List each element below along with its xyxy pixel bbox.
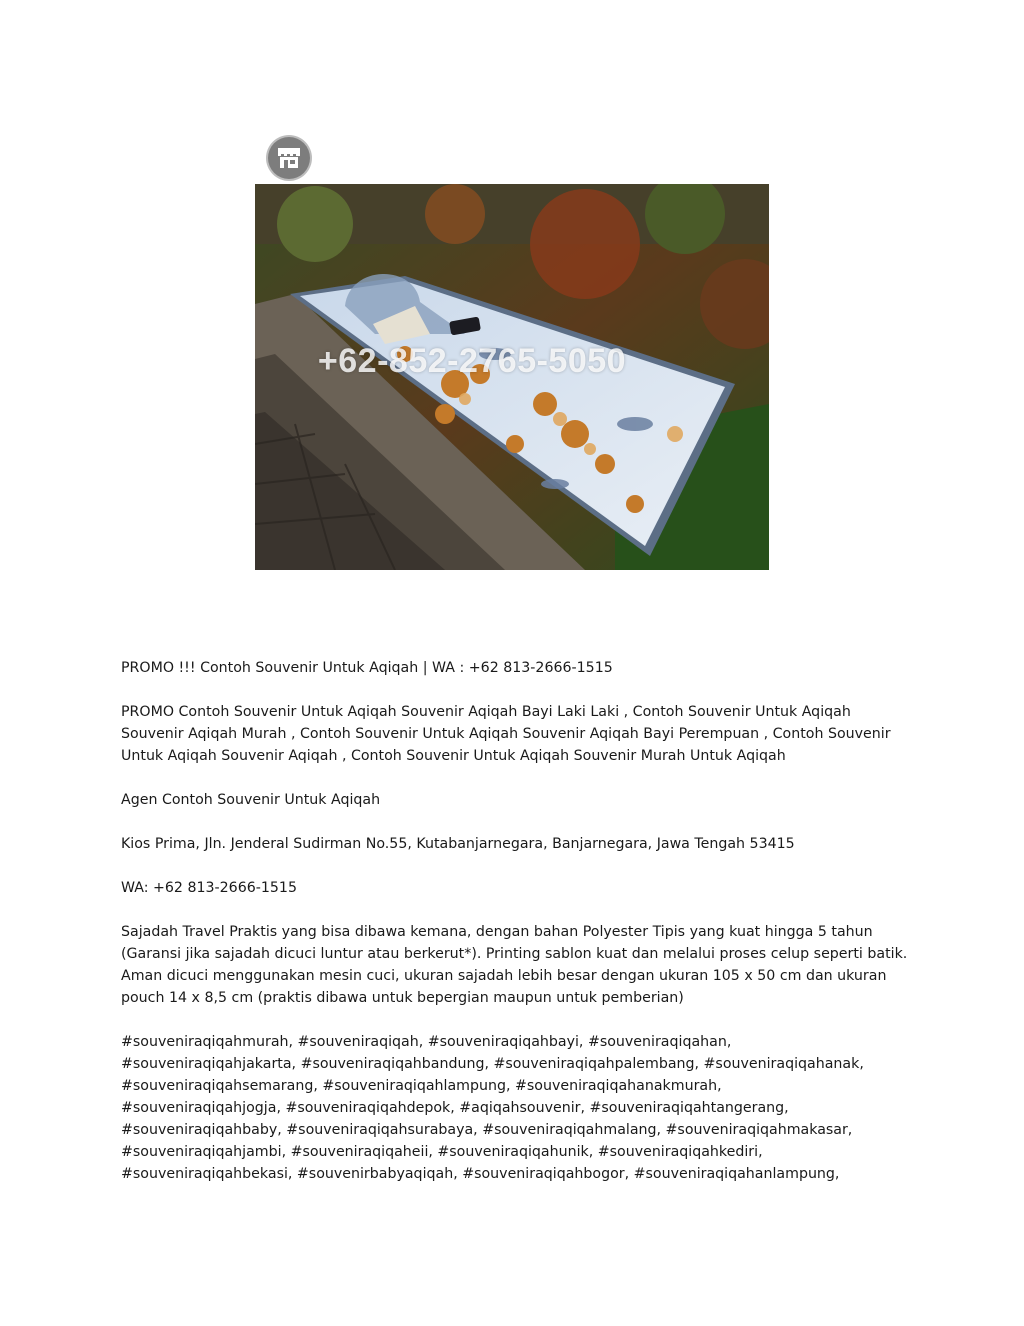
store-icon: [268, 137, 310, 179]
whatsapp-number: WA: +62 813-2666-1515: [121, 880, 297, 896]
promo-intro: PROMO Contoh Souvenir Untuk Aqiqah Souvenir Aqiqah Bayi Laki Laki , Contoh Souvenir Untuk Aqiqah Souvenir Aqiqah Murah , Contoh Souvenir Untuk Aqiqah Souvenir Aqiqah Bayi Perempuan , Contoh Souvenir Untuk Aqiqah Souvenir Aqiqah , Contoh Souvenir Untuk Aqiqah Souvenir Murah Untuk Aqiqah: [121, 704, 891, 764]
hashtag-line: #souveniraqiqahjambi, #souveniraqiqaheii, #souveniraqiqahunik, #souveniraqiqahkediri,: [121, 1144, 763, 1160]
phone-watermark: +62-852-2765-5050: [317, 342, 627, 380]
hashtag-line: #souveniraqiqahsemarang, #souveniraqiqahlampung, #souveniraqiqahanakmurah,: [121, 1078, 722, 1094]
hashtag-line: #souveniraqiqahbaby, #souveniraqiqahsurabaya, #souveniraqiqahmalang, #souveniraqiqahmakasar,: [121, 1122, 853, 1138]
hashtag-line: #souveniraqiqahjakarta, #souveniraqiqahbandung, #souveniraqiqahpalembang, #souveniraqiqahanak,: [121, 1056, 864, 1072]
store-address: Kios Prima, Jln. Jenderal Sudirman No.55, Kutabanjarnegara, Banjarnegara, Jawa Tengah 53415: [121, 836, 795, 852]
hashtag-line: #souveniraqiqahmurah, #souveniraqiqah, #souveniraqiqahbayi, #souveniraqiqahan,: [121, 1034, 732, 1050]
document-body: [121, 657, 911, 1185]
hashtag-list: [121, 1031, 911, 1185]
product-description: Sajadah Travel Praktis yang bisa dibawa kemana, dengan bahan Polyester Tipis yang kuat hingga 5 tahun (Garansi jika sajadah dicuci luntur atau berkerut*). Printing sablon kuat dan melalui proses celup seperti batik. Aman dicuci menggunakan mesin cuci, ukuran sajadah lebih besar dengan ukuran 105 x 50 cm dan ukuran pouch 14 x 8,5 cm (praktis dibawa untuk bepergian maupun untuk pemberian): [121, 924, 908, 1006]
hashtag-line: #souveniraqiqahbekasi, #souvenirbabyaqiqah, #souveniraqiqahbogor, #souveniraqiqahanlampung,: [121, 1166, 840, 1182]
store-glyph: [275, 145, 303, 171]
promo-title: PROMO !!! Contoh Souvenir Untuk Aqiqah | WA : +62 813-2666-1515: [121, 660, 613, 676]
hashtag-line: #souveniraqiqahjogja, #souveniraqiqahdepok, #aqiqahsouvenir, #souveniraqiqahtangerang,: [121, 1100, 789, 1116]
agent-heading: Agen Contoh Souvenir Untuk Aqiqah: [121, 792, 381, 808]
product-photo: [255, 184, 769, 570]
